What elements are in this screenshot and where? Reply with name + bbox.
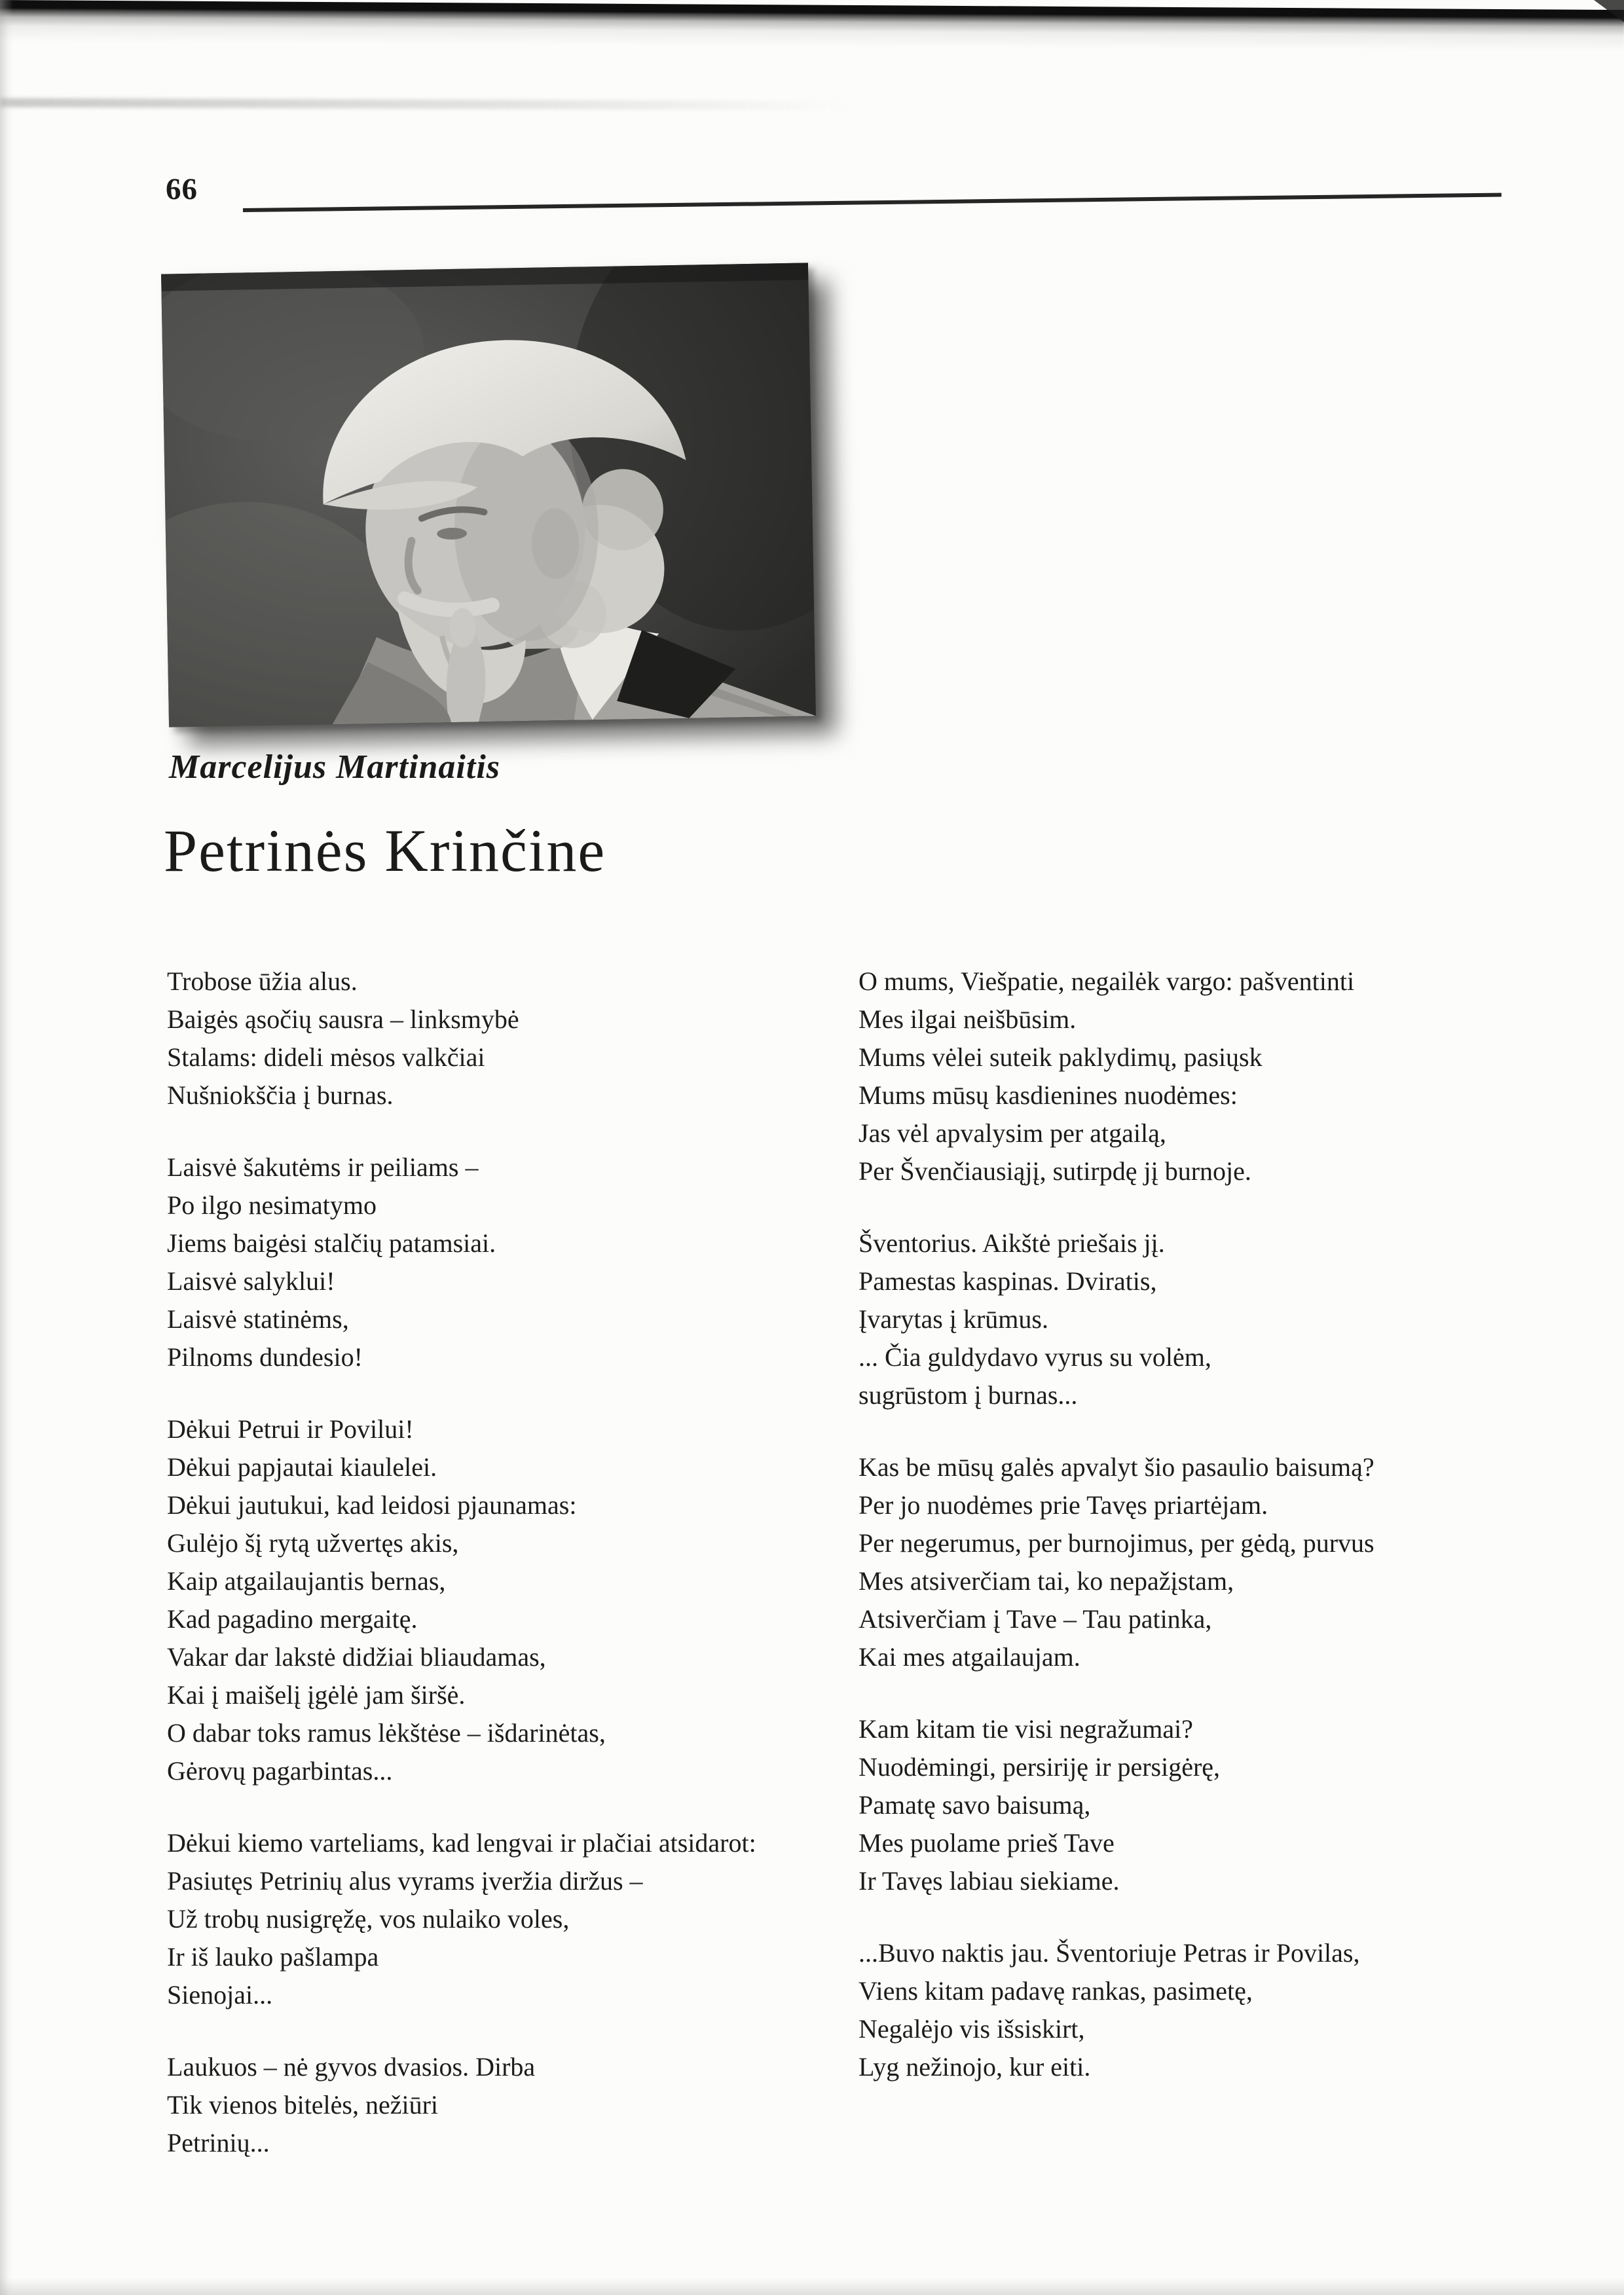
poem-line: Dėkui Petrui ir Povilui! — [167, 1414, 414, 1444]
poem-line: Kai į maišelį įgėlė jam širšė. — [167, 1680, 466, 1710]
poem-line: Baigės ąsočių sausra – linksmybė — [167, 1004, 519, 1034]
poem-line: Gėrovų pagarbintas... — [167, 1756, 393, 1786]
stanza — [858, 963, 1618, 1190]
stanza — [858, 1934, 1618, 2086]
poem-line: Pamestas kaspinas. Dviratis, — [858, 1266, 1157, 1296]
scan-artifact-streak — [0, 98, 845, 111]
poem-line: Laisvė statinėms, — [167, 1304, 349, 1334]
poem-line: O mums, Viešpatie, negailėk vargo: pašventinti — [858, 966, 1355, 996]
stanza — [167, 963, 861, 1114]
poem-line: Tik vienos bitelės, nežiūri — [167, 2090, 439, 2120]
poem-line: Kai mes atgailaujam. — [858, 1642, 1080, 1672]
poem-line: Trobose ūžia alus. — [167, 966, 358, 996]
poem-line: Dėkui kiemo varteliams, kad lengvai ir plačiai atsidarot: — [167, 1828, 756, 1858]
poem-line: Per jo nuodėmes prie Tavęs priartėjam. — [858, 1490, 1268, 1520]
poem-line: Viens kitam padavę rankas, pasimetę, — [858, 1976, 1253, 2006]
poem-line: sugrūstom į burnas... — [858, 1380, 1078, 1410]
portrait-photo-illustration — [161, 263, 816, 727]
poem-line: Mums mūsų kasdienines nuodėmes: — [858, 1080, 1238, 1110]
poem-line: Kad pagadino mergaitę. — [167, 1604, 418, 1634]
poem-line: Dėkui papjautai kiaulelei. — [167, 1452, 437, 1482]
scan-artifact-top-band — [0, 0, 1624, 52]
poem-line: Pilnoms dundesio! — [167, 1342, 363, 1372]
scan-artifact-left-edge — [0, 0, 13, 2295]
poem-line: Mums vėlei suteik paklydimų, pasiųsk — [858, 1042, 1263, 1072]
poem-line: Dėkui jautukui, kad leidosi pjaunamas: — [167, 1490, 577, 1520]
poem-line: Ir iš lauko pašlampa — [167, 1942, 379, 1972]
poem-line: Per Švenčiausiąjį, sutirpdę jį burnoje. — [858, 1156, 1251, 1186]
author-name: Marcelijus Martinaitis — [169, 748, 500, 786]
stanza — [167, 1410, 861, 1790]
poem-line: Už trobų nusigręžę, vos nulaiko voles, — [167, 1904, 570, 1934]
stanza — [858, 1224, 1618, 1414]
page-number: 66 — [166, 172, 198, 206]
poem-line: Kaip atgailaujantis bernas, — [167, 1566, 446, 1596]
poem-line: Gulėjo šį rytą užvertęs akis, — [167, 1528, 459, 1558]
poem-line: Atsiverčiam į Tave – Tau patinka, — [858, 1604, 1212, 1634]
poem-line: Šventorius. Aikštė priešais jį. — [858, 1228, 1165, 1258]
stanza — [858, 1710, 1618, 1900]
poem-column-left — [167, 963, 861, 2196]
poem-line: Pasiutęs Petrinių alus vyrams įveržia diržus – — [167, 1866, 643, 1896]
poem-line: O dabar toks ramus lėkštėse – išdarinėtas, — [167, 1718, 606, 1748]
poem-line: Sienojai... — [167, 1980, 273, 2010]
scan-artifact-bottom-edge — [0, 2278, 1624, 2295]
poem-line: Nuodėmingi, persiriję ir persigėrę, — [858, 1752, 1221, 1782]
poem-line: Jas vėl apvalysim per atgailą, — [858, 1118, 1166, 1148]
poem-line: ... Čia guldydavo vyrus su volėm, — [858, 1342, 1211, 1372]
poem-line: Kam kitam tie visi negražumai? — [858, 1714, 1193, 1744]
poem-line: Jiems baigėsi stalčių patamsiai. — [167, 1228, 496, 1258]
poem-line: Mes ilgai neišbūsim. — [858, 1004, 1077, 1034]
poem-column-right — [858, 963, 1618, 2120]
stanza — [858, 1448, 1618, 1676]
poem-line: Mes puolame prieš Tave — [858, 1828, 1115, 1858]
poem-line: Laisvė salyklui! — [167, 1266, 335, 1296]
poem-line: Petrinių... — [167, 2128, 270, 2157]
poem-line: Pamatę savo baisumą, — [858, 1790, 1091, 1820]
poem-line: Vakar dar lakstė didžiai bliaudamas, — [167, 1642, 546, 1672]
stanza — [167, 2048, 861, 2162]
poem-line: Lyg nežinojo, kur eiti. — [858, 2052, 1091, 2082]
author-photo — [161, 263, 816, 727]
poem-title: Petrinės Krinčine — [164, 817, 606, 884]
poem-line: Stalams: dideli mėsos valkčiai — [167, 1042, 485, 1072]
poem-line: ...Buvo naktis jau. Šventoriuje Petras ir Povilas, — [858, 1938, 1360, 1968]
poem-line: Per negerumus, per burnojimus, per gėdą, purvus — [858, 1528, 1375, 1558]
poem-line: Įvarytas į krūmus. — [858, 1304, 1048, 1334]
poem-line: Nušniokščia į burnas. — [167, 1080, 394, 1110]
poem-line: Laisvė šakutėms ir peiliams – — [167, 1152, 479, 1182]
poem-line: Negalėjo vis išsiskirt, — [858, 2014, 1085, 2044]
header-rule — [243, 193, 1502, 212]
poem-line: Po ilgo nesimatymo — [167, 1190, 377, 1220]
poem-line: Mes atsiverčiam tai, ko nepažįstam, — [858, 1566, 1234, 1596]
poem-line: Laukuos – nė gyvos dvasios. Dirba — [167, 2052, 536, 2082]
stanza — [167, 1824, 861, 2014]
poem-line: Kas be mūsų galės apvalyt šio pasaulio baisumą? — [858, 1452, 1375, 1482]
poem-line: Ir Tavęs labiau siekiame. — [858, 1866, 1120, 1896]
stanza — [167, 1148, 861, 1376]
